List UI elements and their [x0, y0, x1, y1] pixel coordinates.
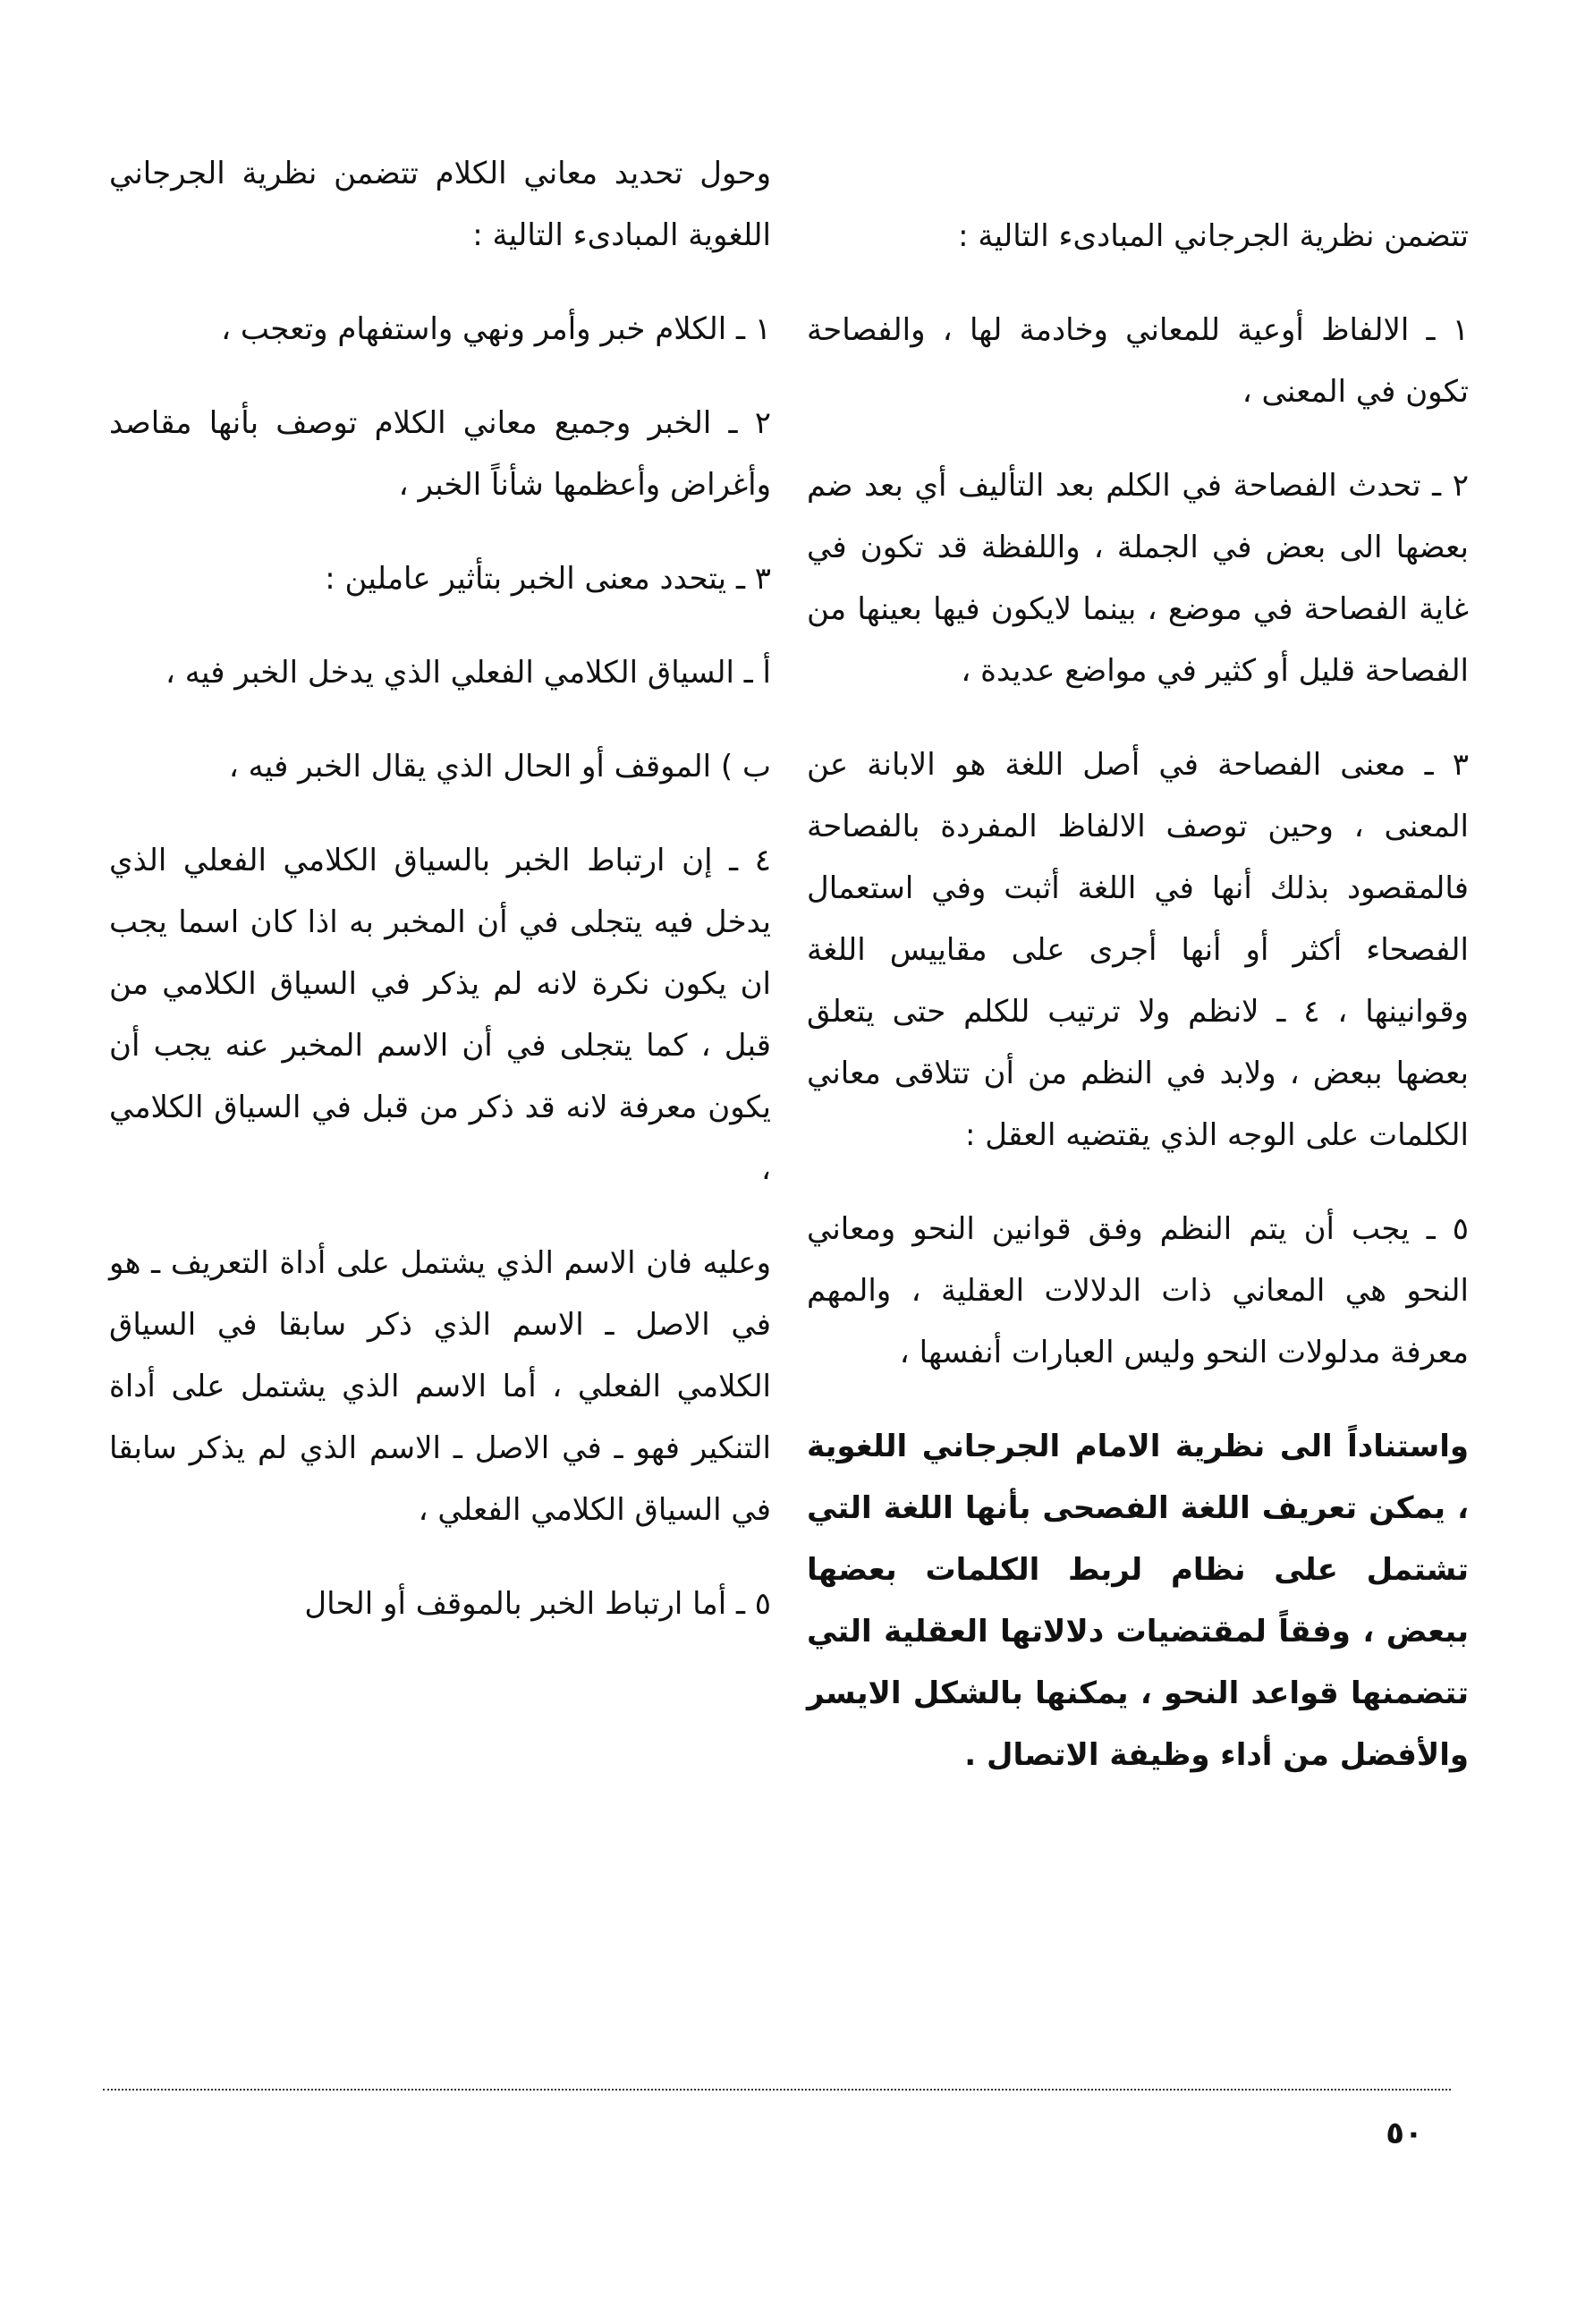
- footer-divider: [103, 2089, 1451, 2091]
- left-paragraph-4: ٣ ـ يتحدد معنى الخبر بتأثير عاملين :: [325, 561, 771, 597]
- right-paragraph-5: ٥ ـ يجب أن يتم النظم وفق قوانين النحو ومعاني النحو هي المعاني ذات الدلالات العقلية ، والمهم معرفة مدلولات النحو وليس العبارات أنفسها ،: [807, 1211, 1469, 1370]
- left-paragraph-5: أ ـ السياق الكلامي الفعلي الذي يدخل الخبر فيه ،: [165, 655, 771, 691]
- left-paragraph-7: ٤ ـ إن ارتباط الخبر بالسياق الكلامي الفعلي الذي يدخل فيه يتجلى في أن المخبر به اذا كان اسما يجب ان يكون نكرة لانه لم يذكر في السياق الكلامي من قبل ، كما يتجلى في أن الاسم المخبر عنه يجب أن يكون معرفة لانه قد ذكر من قبل في السياق الكلامي ،: [109, 843, 771, 1187]
- page-number: ٥٠: [1386, 2116, 1423, 2151]
- left-paragraph-2: ١ ـ الكلام خبر وأمر ونهي واستفهام وتعجب ،: [221, 311, 771, 347]
- right-paragraph-4: ٣ ـ معنى الفصاحة في أصل اللغة هو الابانة عن المعنى ، وحين توصف الالفاظ المفردة بالفصاحة فالمقصود بذلك أنها في اللغة أثبت وفي استعمال الفصحاء أكثر أو أنها أجرى على مقاييس اللغة وقوانينها ، ٤ ـ لانظم ولا ترتيب للكلم حتى يتعلق بعضها ببعض ، ولابد في النظم من أن تتلاقى معاني الكلمات على الوجه الذي يقتضيه العقل :: [807, 747, 1469, 1153]
- left-paragraph-1: وحول تحديد معاني الكلام تتضمن نظرية الجرجاني اللغوية المبادىء التالية :: [109, 156, 771, 253]
- left-paragraph-6: ب ) الموقف أو الحال الذي يقال الخبر فيه ،: [228, 749, 771, 785]
- left-paragraph-8: وعليه فان الاسم الذي يشتمل على أداة التعريف ـ هو في الاصل ـ الاسم الذي ذكر سابقا في السياق الكلامي الفعلي ، أما الاسم الذي يشتمل على أداة التنكير فهو ـ في الاصل ـ الاسم الذي لم يذكر سابقا في السياق الكلامي الفعلي ،: [109, 1245, 771, 1528]
- right-column: [807, 206, 1469, 1819]
- left-column: [109, 143, 771, 1667]
- left-paragraph-9: ٥ ـ أما ارتباط الخبر بالموقف أو الحال: [304, 1586, 771, 1622]
- left-paragraph-3: ٢ ـ الخبر وجميع معاني الكلام توصف بأنها مقاصد وأغراض وأعظمها شأناً الخبر ،: [109, 405, 771, 503]
- right-paragraph-6: واستناداً الى نظرية الامام الجرجاني اللغوية ، يمكن تعريف اللغة الفصحى بأنها اللغة التي تشتمل على نظام لربط الكلمات بعضها ببعض ، وفقاً لمقتضيات دلالاتها العقلية التي تتضمنها قواعد النحو ، يمكنها بالشكل الايسر والأفضل من أداء وظيفة الاتصال .: [807, 1429, 1469, 1773]
- right-paragraph-3: ٢ ـ تحدث الفصاحة في الكلم بعد التأليف أي بعد ضم بعضها الى بعض في الجملة ، واللفظة قد تكون في غاية الفصاحة في موضع ، بينما لايكون فيها بعينها من الفصاحة قليل أو كثير في مواضع عديدة ،: [807, 468, 1469, 689]
- right-paragraph-1: تتضمن نظرية الجرجاني المبادىء التالية :: [958, 218, 1469, 254]
- right-paragraph-2: ١ ـ الالفاظ أوعية للمعاني وخادمة لها ، والفصاحة تكون في المعنى ،: [807, 312, 1469, 410]
